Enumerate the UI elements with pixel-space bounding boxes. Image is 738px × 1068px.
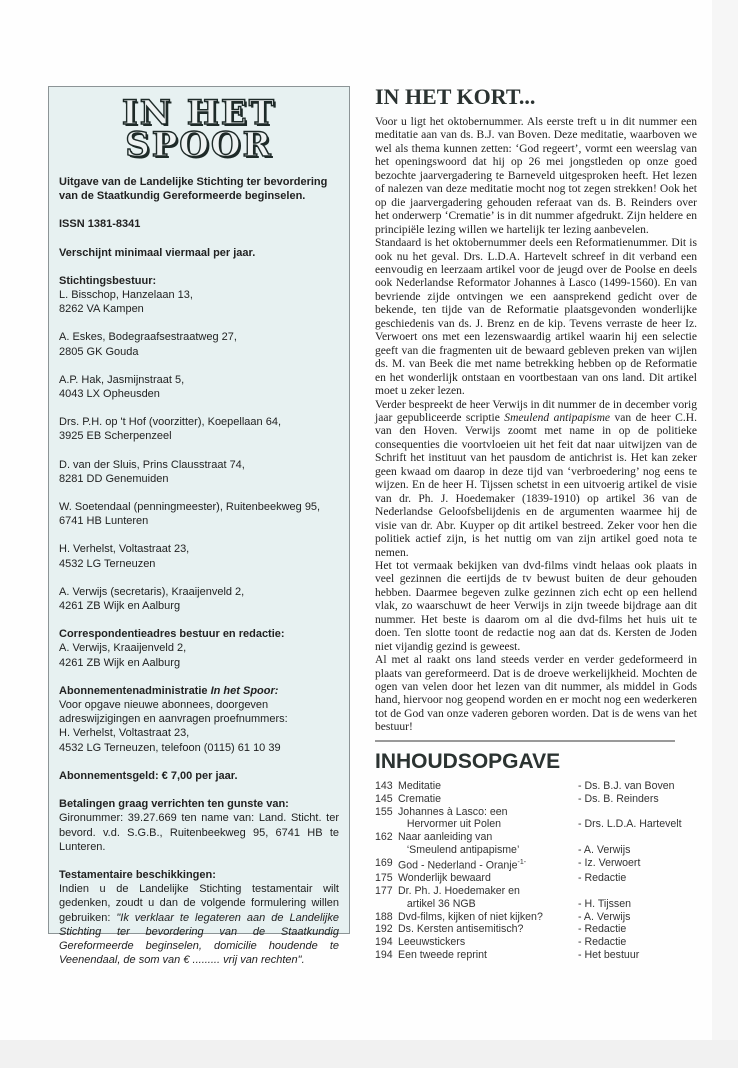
toc-author: - Drs. L.D.A. Hartevelt — [578, 818, 682, 831]
toc-author: - Redactie — [578, 872, 627, 885]
testament-info: Testamentaire beschikkingen: Indien u de Landelijke Stichting testamentair wilt gedenken, zoudt u dan de volgende formulering willen gebruiken: "Ik verklaar te legateren aan de Landelijke Stichting ter bevordering van de Staatkundig Gereformeerde beginselen, domicilie houdende te Veenendaal, de som van € ......... vrij van rechten". — [59, 868, 339, 967]
board-member: W. Soetendaal (penningmeester), Ruitenbeekweg 95, 6741 HB Lunteren — [59, 501, 321, 528]
toc-item-title: Meditatie — [398, 780, 441, 792]
toc-page: 192 — [375, 923, 393, 936]
article-paragraph: Het tot vermaak bekijken van dvd-films vindt helaas ook plaats in veel gezinnen die eertijds de tv bewust buiten de deur gehouden hebben. Daarmee begeven zulke gezinnen zich echt op een hellend vlak, zo waarschuwt de heer Verwijs in zijn tweede bijdrage aan dit nummer. Het beste is daarom om al die dvd-films het huis uit te doen. Ten slotte toont de redactie nog aan dat ds. Kersten de Joden niet vijandig gezind is geweest. — [375, 559, 697, 653]
toc-author: - Het bestuur — [578, 948, 640, 961]
toc-author: - Redactie — [578, 923, 627, 936]
payment-info: Betalingen graag verrichten ten gunste van: Gironummer: 39.27.669 ten name van: Land. Sticht. ter bevord. v.d. S.G.B., Ruitenbeekweg 95, 6741 HB te Lunteren. — [59, 798, 339, 853]
toc-item-title: Naar aanleiding van — [398, 831, 493, 844]
article-paragraph: Standaard is het oktobernummer deels een Reformatienummer. Dit is ook nu het geval. Drs. L.D.A. Hartevelt schreef in dit verband een eenvoudig en leerzaam artikel voor de jeugd over de Poolse en deels ook Nederlandse Reformator Johannes à Lasco (1499-1560). En van bevriende zijde ontvingen we een aansprekend gedicht over de bekende, ten tijde van de Reformatie plaatsgevonden wonderlijke geschiedenis van ds. J. Brenz en de kip. Tevens verraste de heer Iz. Verwoert ons met een lezenswaardig artikel waarin hij een selectie geeft van die fragmenten uit de bewaard gebleven preken van wijlen ds. M. van Beek die met name betrekking hebben op de Reformatie en het wonderlijk ontstaan en voortbestaan van ons land. Dit artikel moet u zeker lezen. — [375, 237, 697, 398]
toc-entry — [375, 857, 705, 872]
board-member: Drs. P.H. op 't Hof (voorzitter), Koepellaan 64, 3925 EB Scherpenzeel — [59, 416, 281, 443]
article-paragraph: Al met al raakt ons land steeds verder en verder gedeformeerd in plaats van gereformeerd. Dat is de droeve werkelijkheid. Mochten de ogen van velen door het lezen van dit nummer, als middel in Gods hand, hiervoor nog geopend worden en er mocht nog een wederkeren tot de God van onze vaderen geboren worden. Dat is de wens van het bestuur! — [375, 654, 697, 734]
toc-author: - Redactie — [578, 936, 627, 949]
toc-page: 162 — [375, 831, 393, 844]
toc-entry — [375, 872, 705, 885]
toc-author — [578, 831, 705, 844]
toc-title: INHOUDSOPGAVE — [375, 750, 561, 773]
toc-item-title: artikel 36 NGB — [398, 897, 476, 910]
toc-page — [375, 818, 398, 831]
board-member: H. Verhelst, Voltastraat 23, 4532 LG Terneuzen — [59, 543, 190, 570]
toc-page: 143 — [375, 780, 393, 792]
toc-author — [578, 885, 705, 898]
toc-entry — [375, 844, 705, 857]
correspondence: Correspondentieadres bestuur en redactie: A. Verwijs, Kraaijenveld 2, 4261 ZB Wijk en Aalburg — [59, 628, 285, 669]
board-member: A. Eskes, Bodegraafsestraatweg 27, 2805 GK Gouda — [59, 331, 237, 358]
divider — [375, 740, 675, 742]
toc-page: 194 — [375, 948, 393, 961]
article-title: IN HET KORT... — [375, 84, 536, 109]
toc-item-title: Leeuwstickers — [398, 936, 466, 949]
toc-page: 177 — [375, 884, 393, 897]
issn: ISSN 1381-8341 — [59, 218, 141, 231]
toc-page: 188 — [375, 910, 393, 923]
toc-author: - A. Verwijs — [578, 843, 631, 856]
toc-page — [375, 898, 398, 911]
page-bottom-margin — [0, 1040, 738, 1068]
toc-entry — [375, 911, 705, 924]
toc-author: - H. Tijssen — [578, 897, 631, 910]
toc-entry — [375, 949, 705, 962]
frequency: Verschijnt minimaal viermaal per jaar. — [59, 246, 256, 259]
logo: IN HET SPOOR — [121, 93, 277, 165]
toc-item-title: Een tweede reprint — [398, 948, 487, 961]
article — [375, 84, 697, 735]
toc-author: - A. Verwijs — [578, 910, 631, 923]
toc-entry — [375, 898, 705, 911]
toc-entry — [375, 793, 705, 806]
article-paragraph: Verder bespreekt de heer Verwijs in dit nummer de in december vorig jaar gepubliceerde scriptie Smeulend antipapisme van de heer C.H. van den Hoven. Verwijs zoomt met name in op de politieke consequenties die voortvloeien uit het feit dat naar uitwijzen van de Schrift het instituut van het pausdom de antichrist is. Het kan zeker geen kwaad om daarop in deze tijd van ‘verbroedering’ nog eens te wijzen. En de heer H. Tijssen schetst in een uitvoerig artikel de visie van dr. Ph. J. Hoedemaker (1839-1910) op artikel 36 van de Nederlandse Geloofsbelijdenis en de argumenten waarmee hij de visie van dr. Abr. Kuyper op dit artikel bestreed. Zeker voor hen die politiek actief zijn, is het nuttig om van zijn artikel goed nota te nemen. — [375, 398, 697, 559]
board-list — [59, 274, 339, 613]
toc-item-title: Wonderlijk bewaard — [398, 872, 491, 885]
toc-page: 175 — [375, 872, 393, 885]
toc-entry — [375, 806, 705, 819]
toc-entry — [375, 818, 705, 831]
colophon-box — [48, 86, 350, 967]
toc-entry — [375, 923, 705, 936]
toc-page: 169 — [375, 856, 393, 869]
toc-author — [578, 806, 705, 819]
board-member: Stichtingsbestuur: L. Bisschop, Hanzelaan 13, 8262 VA Kampen — [59, 274, 193, 316]
toc-entry — [375, 936, 705, 949]
board-member: A.P. Hak, Jasmijnstraat 5, 4043 LX Opheusden — [59, 373, 185, 401]
board-member: D. van der Sluis, Prins Clausstraat 74, 8281 DD Genemuiden — [59, 458, 245, 485]
colophon-intro: Uitgave van de Landelijke Stichting ter bevordering van de Staatkundig Gereformeerde beginselen. — [59, 176, 328, 203]
toc-item-title: Ds. Kersten antisemitisch? — [398, 923, 524, 936]
toc-item-title: God - Nederland - Oranje$^{-1-}$ — [398, 858, 527, 872]
toc-author: - Ds. B. Reinders — [578, 792, 659, 805]
toc-item-title: Hervormer uit Polen — [398, 818, 502, 831]
toc-page: 155 — [375, 805, 393, 818]
toc-item-title: Crematie — [398, 792, 441, 805]
toc-author: - Ds. B.J. van Boven — [578, 780, 675, 792]
toc-item-title: Dr. Ph. J. Hoedemaker en — [398, 884, 520, 897]
board-member: A. Verwijs (secretaris), Kraaijenveld 2, 4261 ZB Wijk en Aalburg — [59, 585, 245, 613]
page-edge — [712, 0, 738, 1040]
toc-entry — [375, 780, 705, 793]
toc-item-title: Johannes à Lasco: een — [398, 805, 508, 818]
subscription-admin: Abonnementenadministratie In het Spoor: Voor opgave nieuwe abonnees, doorgeven adreswijzigingen en aanvragen proefnummers: H. Verhelst, Voltastraat 23, 4532 LG Terneuzen, telefoon (0115) 61 10 39 — [59, 684, 288, 754]
toc-item-title: Dvd-films, kijken of niet kijken? — [398, 910, 543, 923]
toc-entry — [375, 885, 705, 898]
toc-author: - Iz. Verwoert — [578, 856, 641, 869]
article-paragraph: Voor u ligt het oktobernummer. Als eerste treft u in dit nummer een meditatie aan van ds. B.J. van Boven. Deze meditatie, waarboven we wel als thema kunnen zetten: ‘God regeert’, vormt een weerslag van het openingswoord dat hij op 26 mei jongstleden op onze goed bezochte jaarvergadering te Barneveld uitgesproken heeft. Het lezen of nalezen van deze meditatie mocht nog tot zegen strekken! Ook het op die jaarvergadering gehouden referaat van ds. B. Reinders over het onderwerp ‘Crematie’ is in dit nummer afgedrukt. Zijn heldere en principiële lezing willen we hartelijk ter lezing aanbevelen. — [375, 116, 697, 236]
subscription-fee: Abonnementsgeld: € 7,00 per jaar. — [59, 769, 238, 782]
toc-item-title: ‘Smeulend antipapisme’ — [398, 843, 520, 856]
toc-entry — [375, 831, 705, 844]
toc-page: 194 — [375, 936, 393, 949]
table-of-contents — [375, 750, 705, 962]
toc-page — [375, 844, 398, 857]
toc-page: 145 — [375, 792, 393, 805]
